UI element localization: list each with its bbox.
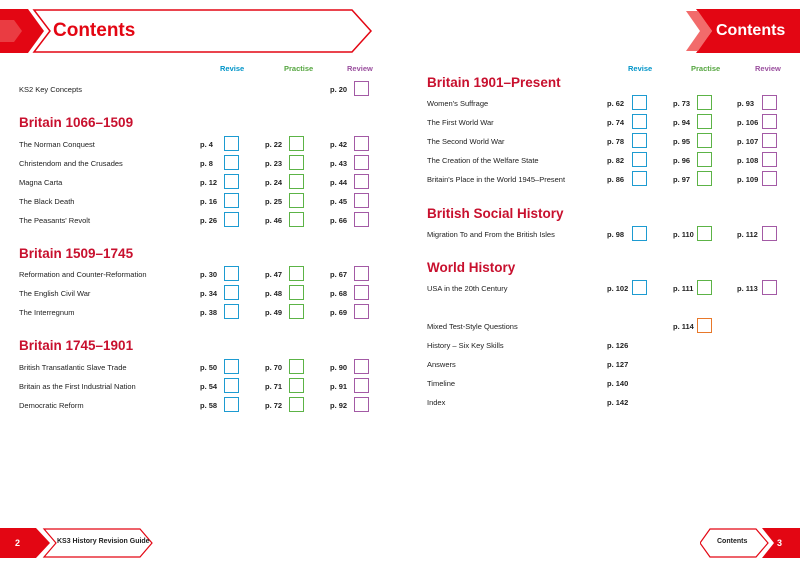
page-ref: p. 126 [607,341,629,350]
section-heading: Britain 1901–Present [427,75,561,90]
practise-page: p. 47 [265,270,283,279]
review-checkbox[interactable] [354,285,369,300]
footer-book-title: KS3 History Revision Guide [57,538,150,545]
review-page: p. 90 [330,363,348,372]
section-heading: Britain 1509–1745 [19,246,134,261]
review-checkbox[interactable] [354,378,369,393]
practise-checkbox[interactable] [697,280,712,295]
review-page: p. 68 [330,289,348,298]
revise-checkbox[interactable] [224,212,239,227]
revise-page: p. 34 [200,289,218,298]
revise-page: p. 54 [200,382,218,391]
column-revise-left: Revise [220,64,245,73]
toc-entry-title: The Interregnum [19,308,75,317]
practise-checkbox[interactable] [289,136,304,151]
revise-checkbox[interactable] [632,95,647,110]
practise-checkbox[interactable] [289,266,304,281]
toc-entry-title: USA in the 20th Century [427,284,508,293]
page-number-right: 3 [777,538,783,548]
practise-page: p. 72 [265,401,283,410]
practise-checkbox[interactable] [697,226,712,241]
toc-entry-title: The Creation of the Welfare State [427,156,539,165]
section-heading: World History [427,260,516,275]
review-checkbox[interactable] [762,226,777,241]
review-page: p. 43 [330,159,348,168]
revise-page: p. 8 [200,159,213,168]
practise-page: p. 114 [673,322,694,331]
toc-entry-title: Magna Carta [19,178,63,187]
review-page: p. 69 [330,308,348,317]
review-checkbox[interactable] [762,280,777,295]
practise-page: p. 22 [265,140,283,149]
column-practise-right: Practise [691,64,721,73]
revise-checkbox[interactable] [632,133,647,148]
review-checkbox[interactable] [762,171,777,186]
revise-page: p. 98 [607,230,625,239]
review-page: p. 42 [330,140,348,149]
toc-entry-title: KS2 Key Concepts [19,85,82,94]
review-page: p. 67 [330,270,348,279]
review-checkbox[interactable] [354,81,369,96]
review-checkbox[interactable] [354,193,369,208]
review-checkbox[interactable] [354,266,369,281]
practise-page: p. 71 [265,382,283,391]
toc-entry-title: Mixed Test-Style Questions [427,322,518,331]
revise-checkbox[interactable] [224,378,239,393]
revise-page: p. 4 [200,140,213,149]
column-review-right: Review [755,64,781,73]
practise-page: p. 95 [673,137,691,146]
practise-page: p. 24 [265,178,283,187]
revise-checkbox[interactable] [632,226,647,241]
page-title-right: Contents [716,22,786,39]
footer-banner-right [700,528,800,558]
toc-entry-title: The Norman Conquest [19,140,95,149]
revise-checkbox[interactable] [632,152,647,167]
revise-page: p. 26 [200,216,218,225]
review-page: p. 92 [330,401,348,410]
revise-checkbox[interactable] [224,304,239,319]
practise-page: p. 73 [673,99,691,108]
practise-page: p. 49 [265,308,283,317]
review-page: p. 66 [330,216,348,225]
revise-checkbox[interactable] [632,114,647,129]
revise-page: p. 78 [607,137,625,146]
column-revise-right: Revise [628,64,653,73]
review-page: p. 112 [737,230,758,239]
practise-checkbox[interactable] [697,133,712,148]
footer-section-name: Contents [717,538,748,545]
page-ref: p. 140 [607,379,629,388]
toc-entry-title: Timeline [427,379,456,388]
revise-page: p. 58 [200,401,218,410]
page-title-left: Contents [53,20,136,41]
revise-checkbox[interactable] [224,285,239,300]
review-checkbox[interactable] [354,136,369,151]
practise-page: p. 25 [265,197,283,206]
toc-entry-title: Christendom and the Crusades [19,159,123,168]
practise-page: p. 70 [265,363,283,372]
toc-entry-title: Answers [427,360,456,369]
review-checkbox[interactable] [762,114,777,129]
section-heading: British Social History [427,206,564,221]
review-page: p. 109 [737,175,759,184]
practise-page: p. 111 [673,284,694,293]
page-number-left: 2 [15,538,21,548]
review-checkbox[interactable] [354,155,369,170]
revise-checkbox[interactable] [632,280,647,295]
revise-page: p. 16 [200,197,218,206]
practise-page: p. 96 [673,156,691,165]
review-checkbox[interactable] [354,174,369,189]
review-checkbox[interactable] [762,152,777,167]
review-checkbox[interactable] [354,359,369,374]
toc-entry-title: Britain's Place in the World 1945–Present [427,175,566,184]
review-page: p. 20 [330,85,348,94]
revise-page: p. 12 [200,178,218,187]
revise-page: p. 62 [607,99,625,108]
revise-checkbox[interactable] [224,155,239,170]
practise-page: p. 46 [265,216,283,225]
toc-entry-title: History – Six Key Skills [427,341,504,350]
revise-page: p. 50 [200,363,218,372]
section-heading: Britain 1745–1901 [19,338,134,353]
practise-checkbox[interactable] [289,359,304,374]
revise-page: p. 74 [607,118,625,127]
revise-checkbox[interactable] [224,174,239,189]
toc-entry-title: The English Civil War [19,289,91,298]
revise-checkbox[interactable] [224,359,239,374]
review-checkbox[interactable] [762,95,777,110]
revise-page: p. 102 [607,284,629,293]
practise-page: p. 97 [673,175,691,184]
review-page: p. 45 [330,197,348,206]
review-checkbox[interactable] [354,304,369,319]
toc-entry-title: The Second World War [427,137,505,146]
revise-checkbox[interactable] [224,397,239,412]
review-page: p. 113 [737,284,758,293]
review-page: p. 93 [737,99,755,108]
review-page: p. 44 [330,178,348,187]
review-checkbox[interactable] [354,397,369,412]
toc-entry-title: Women's Suffrage [427,99,489,108]
toc-entry-title: The First World War [427,118,494,127]
revise-checkbox[interactable] [224,266,239,281]
practise-checkbox[interactable] [289,378,304,393]
revise-page: p. 82 [607,156,625,165]
review-page: p. 107 [737,137,759,146]
practise-checkbox[interactable] [289,397,304,412]
revise-checkbox[interactable] [632,171,647,186]
practise-checkbox[interactable] [289,155,304,170]
review-page: p. 108 [737,156,759,165]
toc-entry-title: Democratic Reform [19,401,84,410]
toc-entry-title: Migration To and From the British Isles [427,230,555,239]
practise-checkbox[interactable] [289,304,304,319]
revise-checkbox[interactable] [224,136,239,151]
practise-checkbox[interactable] [289,285,304,300]
practise-page: p. 110 [673,230,694,239]
toc-entry-title: The Peasants' Revolt [19,216,91,225]
practise-checkbox[interactable] [289,193,304,208]
revise-page: p. 86 [607,175,625,184]
practise-page: p. 48 [265,289,283,298]
review-checkbox[interactable] [762,133,777,148]
section-heading: Britain 1066–1509 [19,115,134,130]
practise-checkbox[interactable] [697,152,712,167]
revise-page: p. 30 [200,270,218,279]
column-review-left: Review [347,64,373,73]
column-practise-left: Practise [284,64,314,73]
practise-page: p. 94 [673,118,691,127]
revise-page: p. 38 [200,308,218,317]
mixed-questions-checkbox[interactable] [697,318,712,333]
toc-entry-title: The Black Death [19,197,75,206]
practise-checkbox[interactable] [697,95,712,110]
review-page: p. 106 [737,118,759,127]
practise-page: p. 23 [265,159,283,168]
practise-checkbox[interactable] [289,174,304,189]
toc-entry-title: Britain as the First Industrial Nation [19,382,136,391]
practise-checkbox[interactable] [697,114,712,129]
toc-entry-title: Reformation and Counter-Reformation [19,270,147,279]
practise-checkbox[interactable] [697,171,712,186]
review-page: p. 91 [330,382,348,391]
revise-checkbox[interactable] [224,193,239,208]
practise-checkbox[interactable] [289,212,304,227]
toc-entry-title: British Transatlantic Slave Trade [19,363,127,372]
toc-entry-title: Index [427,398,446,407]
page-ref: p. 127 [607,360,629,369]
review-checkbox[interactable] [354,212,369,227]
page-ref: p. 142 [607,398,629,407]
